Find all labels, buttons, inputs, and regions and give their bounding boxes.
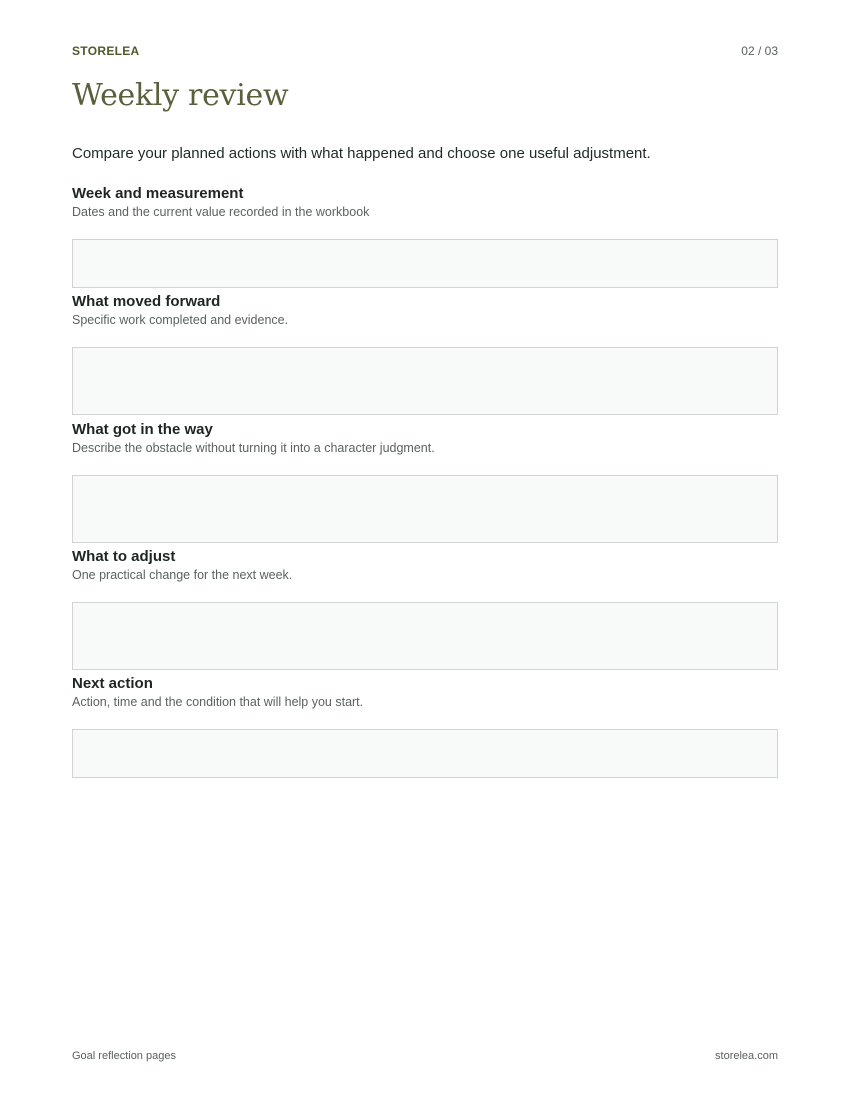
section-what-moved-forward: [72, 293, 778, 415]
section-what-to-adjust: [72, 548, 778, 670]
section-heading: What moved forward: [72, 293, 221, 310]
section-hint: Dates and the current value recorded in the workbook: [72, 205, 370, 219]
intro-text: Compare your planned actions with what happened and choose one useful adjustment.: [72, 145, 651, 162]
section-heading: What got in the way: [72, 421, 213, 438]
page-number: 02 / 03: [741, 44, 778, 58]
section-hint: Specific work completed and evidence.: [72, 313, 289, 327]
week-and-measurement-field[interactable]: [72, 239, 778, 288]
page-title: Weekly review: [72, 78, 289, 113]
what-got-in-the-way-field[interactable]: [72, 475, 778, 543]
what-to-adjust-field[interactable]: [72, 602, 778, 670]
what-moved-forward-field[interactable]: [72, 347, 778, 415]
section-hint: Describe the obstacle without turning it into a character judgment.: [72, 441, 435, 455]
next-action-field[interactable]: [72, 729, 778, 778]
section-hint: Action, time and the condition that will help you start.: [72, 695, 364, 709]
section-week-and-measurement: [72, 185, 778, 288]
brand-name: STORELEA: [72, 44, 140, 58]
footer-website: storelea.com: [715, 1050, 778, 1062]
section-heading: Next action: [72, 675, 153, 692]
section-what-got-in-the-way: [72, 421, 778, 543]
footer-title: Goal reflection pages: [72, 1050, 176, 1062]
section-heading: Week and measurement: [72, 185, 244, 202]
section-hint: One practical change for the next week.: [72, 568, 293, 582]
section-heading: What to adjust: [72, 548, 176, 565]
section-next-action: [72, 675, 778, 778]
